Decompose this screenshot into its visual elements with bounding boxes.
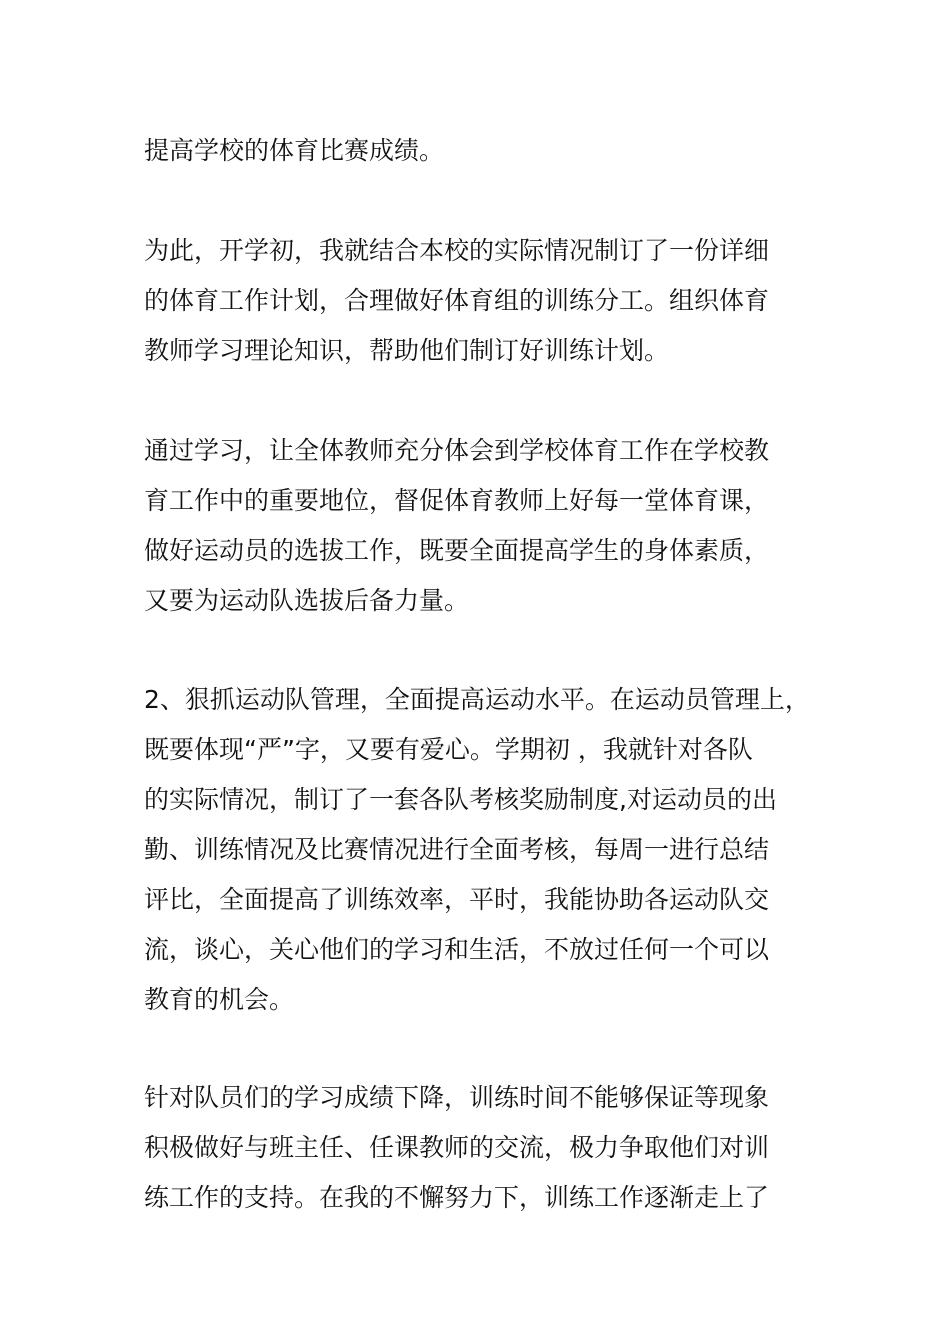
paragraph-4 bbox=[144, 675, 844, 1025]
paragraph-line: 教育的机会。 bbox=[144, 985, 295, 1014]
paragraph-5 bbox=[144, 1073, 844, 1223]
paragraph-line: 针对队员们的学习成绩下降，训练时间不能够保证等现象 bbox=[144, 1083, 770, 1112]
paragraph-line: 2、狠抓运动队管理，全面提高运动水平。在运动员管理上， bbox=[144, 685, 810, 714]
paragraph-line: 练工作的支持。在我的不懈努力下，训练工作逐渐走上了 bbox=[144, 1183, 770, 1212]
paragraph-line: 的体育工作计划，合理做好体育组的训练分工。组织体育 bbox=[144, 286, 770, 315]
paragraph-line: 提高学校的体育比赛成绩。 bbox=[144, 136, 445, 165]
paragraph-line: 勤、训练情况及比赛情况进行全面考核，每周一进行总结 bbox=[144, 835, 770, 864]
paragraph-1 bbox=[144, 126, 844, 176]
paragraph-line: 评比，全面提高了训练效率，平时，我能协助各运动队交 bbox=[144, 885, 770, 914]
paragraph-2 bbox=[144, 226, 844, 376]
paragraph-line: 的实际情况，制订了一套各队考核奖励制度,对运动员的出 bbox=[144, 785, 777, 814]
paragraph-line: 流，谈心，关心他们的学习和生活，不放过任何一个可以 bbox=[144, 935, 770, 964]
paragraph-line: 通过学习，让全体教师充分体会到学校体育工作在学校教 bbox=[144, 436, 770, 465]
paragraph-line: 为此，开学初，我就结合本校的实际情况制订了一份详细 bbox=[144, 236, 770, 265]
paragraph-line: 育工作中的重要地位，督促体育教师上好每一堂体育课， bbox=[144, 486, 770, 515]
paragraph-line: 教师学习理论知识，帮助他们制订好训练计划。 bbox=[144, 336, 670, 365]
paragraph-line: 又要为运动队选拔后备力量。 bbox=[144, 586, 470, 615]
paragraph-line: 既要体现“严”字，又要有爱心。学期初 ，我就针对各队 bbox=[144, 735, 753, 764]
paragraph-line: 积极做好与班主任、任课教师的交流，极力争取他们对训 bbox=[144, 1133, 770, 1162]
paragraph-line: 做好运动员的选拔工作，既要全面提高学生的身体素质， bbox=[144, 536, 770, 565]
paragraph-3 bbox=[144, 426, 844, 626]
